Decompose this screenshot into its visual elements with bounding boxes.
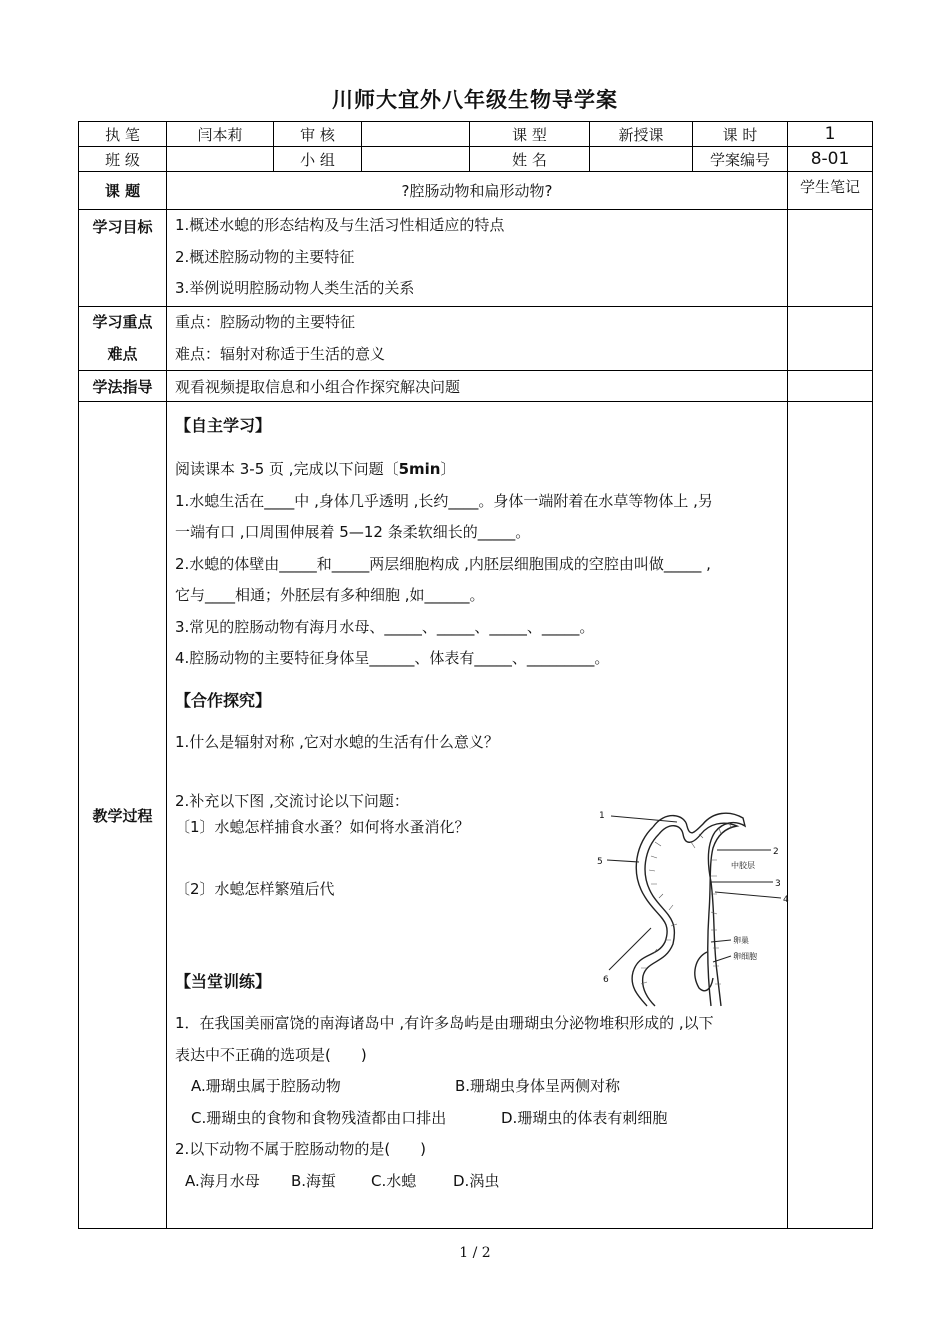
leader-line-5 [607, 860, 639, 862]
student-notes-label: 学生笔记 [788, 172, 873, 210]
diagram-label: 1 [599, 811, 605, 821]
keypoints-label-difficulty: 难点 [107, 344, 138, 363]
class-label: 班 级 [79, 147, 167, 172]
question-line: 它与____相通；外胚层有多种细胞 ,如______。 [175, 586, 485, 604]
objectives-row [79, 210, 873, 307]
option-b[interactable]: B.珊瑚虫身体呈两侧对称 [455, 1077, 621, 1095]
practice-options-row-2 [175, 1103, 781, 1135]
notes-cell[interactable] [788, 307, 873, 371]
hydra-diagram [595, 802, 795, 1007]
process-content [167, 402, 788, 1229]
diagram-label: 6 [603, 975, 609, 985]
mesoglea-label: 中胶层 [731, 861, 755, 870]
method-row [79, 371, 873, 402]
option-d[interactable]: D.涡虫 [453, 1171, 500, 1190]
method-value: 观看视频提取信息和小组合作探究解决问题 [167, 371, 788, 402]
option-b[interactable]: B.海蜇 [291, 1171, 337, 1190]
objective-item: 3.举例说明腔肠动物人类生活的关系 [175, 279, 415, 297]
topic-value: ?腔肠动物和扁形动物? [167, 172, 788, 210]
page-title: 川师大宜外八年级生物导学案 [332, 88, 618, 112]
diagram-label: 2 [773, 847, 779, 857]
cooperation-question-2: 2.补充以下图 ,交流讨论以下问题： [175, 792, 409, 810]
type-value: 新授课 [590, 122, 693, 147]
notes-cell[interactable] [788, 210, 873, 307]
plan-number-value: 8-01 [788, 147, 873, 172]
topic-label: 课 题 [79, 172, 167, 210]
period-label: 课 时 [693, 122, 788, 147]
review-value[interactable] [362, 122, 470, 147]
diagram-label: 4 [783, 895, 789, 905]
hydra-left-wall [632, 827, 667, 1006]
question-line: 3.常见的腔肠动物有海月水母、_____、_____、_____、_____。 [175, 617, 595, 636]
keypoints-content [167, 307, 788, 371]
period-value: 1 [788, 122, 873, 147]
objectives-content [167, 210, 788, 307]
cooperation-question-1: 1.什么是辐射对称 ,它对水螅的生活有什么意义？ [175, 732, 499, 751]
notes-cell[interactable] [788, 402, 873, 1229]
hydra-ovary [695, 952, 713, 991]
group-label: 小 组 [274, 147, 362, 172]
egg-cell-label: 卵细胞 [733, 952, 757, 961]
group-value[interactable] [362, 147, 470, 172]
question-line: 4.腔肠动物的主要特征身体呈______、体表有_____、_________。 [175, 649, 610, 667]
author-value: 闫本莉 [167, 122, 274, 147]
objectives-label: 学习目标 [79, 210, 167, 307]
type-label: 课 型 [470, 122, 590, 147]
name-label: 姓 名 [470, 147, 590, 172]
option-a[interactable]: A.海月水母 [185, 1171, 260, 1190]
question-line: 2.水螅的体壁由_____和_____两层细胞构成 ,内胚层细胞围成的空腔由叫做_____ , [175, 554, 711, 573]
question-line: 1.水螅生活在____中 ,身体几乎透明 ,长约____。身体一端附着在水草等物体上 ,另 [175, 491, 713, 510]
ovary-label: 卵巢 [733, 936, 749, 945]
plan-number-label: 学案编号 [693, 147, 788, 172]
self-study-heading: 【自主学习】 [175, 416, 272, 435]
ectoderm-hatching [641, 822, 731, 984]
review-label: 审 核 [274, 122, 362, 147]
cooperation-sub-2: 〔2〕水螅怎样繁殖后代 [175, 880, 335, 898]
hydra-inner-wall [659, 823, 737, 1006]
self-study-intro: 阅读课本 3-5 页 ,完成以下问题〔5min〕 [175, 460, 456, 478]
name-value[interactable] [590, 147, 693, 172]
author-label: 执 笔 [79, 122, 167, 147]
option-a[interactable]: A.珊瑚虫属于腔肠动物 [191, 1077, 341, 1095]
practice-options-q2 [175, 1166, 781, 1198]
practice-question-1-cont: 表达中不正确的选项是( ) [175, 1045, 367, 1064]
objective-item: 2.概述腔肠动物的主要特征 [175, 247, 355, 266]
process-label: 教学过程 [79, 402, 167, 1229]
focus-text: 重点：腔肠动物的主要特征 [175, 313, 356, 331]
difficulty-text: 难点：辐射对称适于生活的意义 [175, 344, 386, 363]
keypoints-label [79, 307, 167, 371]
header-row-1 [79, 122, 873, 147]
lesson-plan-table [78, 121, 873, 1229]
keypoints-row [79, 307, 873, 371]
header-row-2 [79, 147, 873, 172]
option-c[interactable]: C.珊瑚虫的食物和食物残渣都由口排出 [191, 1108, 447, 1127]
practice-options-row-1 [175, 1071, 781, 1103]
practice-heading: 【当堂训练】 [175, 972, 272, 991]
keypoints-label-focus: 学习重点 [92, 313, 153, 331]
leader-line-6 [609, 928, 651, 970]
hydra-outer-wall [653, 813, 745, 1006]
question-line: 一端有口 ,口周围伸展着 5—12 条柔软细长的_____。 [175, 523, 531, 541]
cooperation-heading: 【合作探究】 [175, 690, 272, 710]
leader-line-4 [715, 892, 781, 898]
objective-item: 1.概述水螅的形态结构及与生活习性相适应的特点 [175, 216, 505, 234]
process-row [79, 402, 873, 1229]
diagram-label: 5 [597, 857, 603, 867]
cooperation-sub-1: 〔1〕水螅怎样捕食水蚤？如何将水蚤消化？ [175, 818, 470, 836]
hydra-left-inner [643, 834, 675, 1006]
method-label: 学法指导 [79, 371, 167, 402]
practice-question-1: 1．在我国美丽富饶的南海诸岛中 ,有许多岛屿是由珊瑚虫分泌物堆积形成的 ,以下 [175, 1014, 714, 1032]
diagram-label: 3 [775, 879, 781, 889]
option-d[interactable]: D.珊瑚虫的体表有刺细胞 [501, 1108, 668, 1127]
option-c[interactable]: C.水螅 [371, 1171, 417, 1190]
class-value[interactable] [167, 147, 274, 172]
notes-cell[interactable] [788, 371, 873, 402]
practice-question-2: 2.以下动物不属于腔肠动物的是( ) [175, 1140, 427, 1158]
page-number: 1 / 2 [459, 1245, 491, 1261]
topic-row [79, 172, 873, 210]
